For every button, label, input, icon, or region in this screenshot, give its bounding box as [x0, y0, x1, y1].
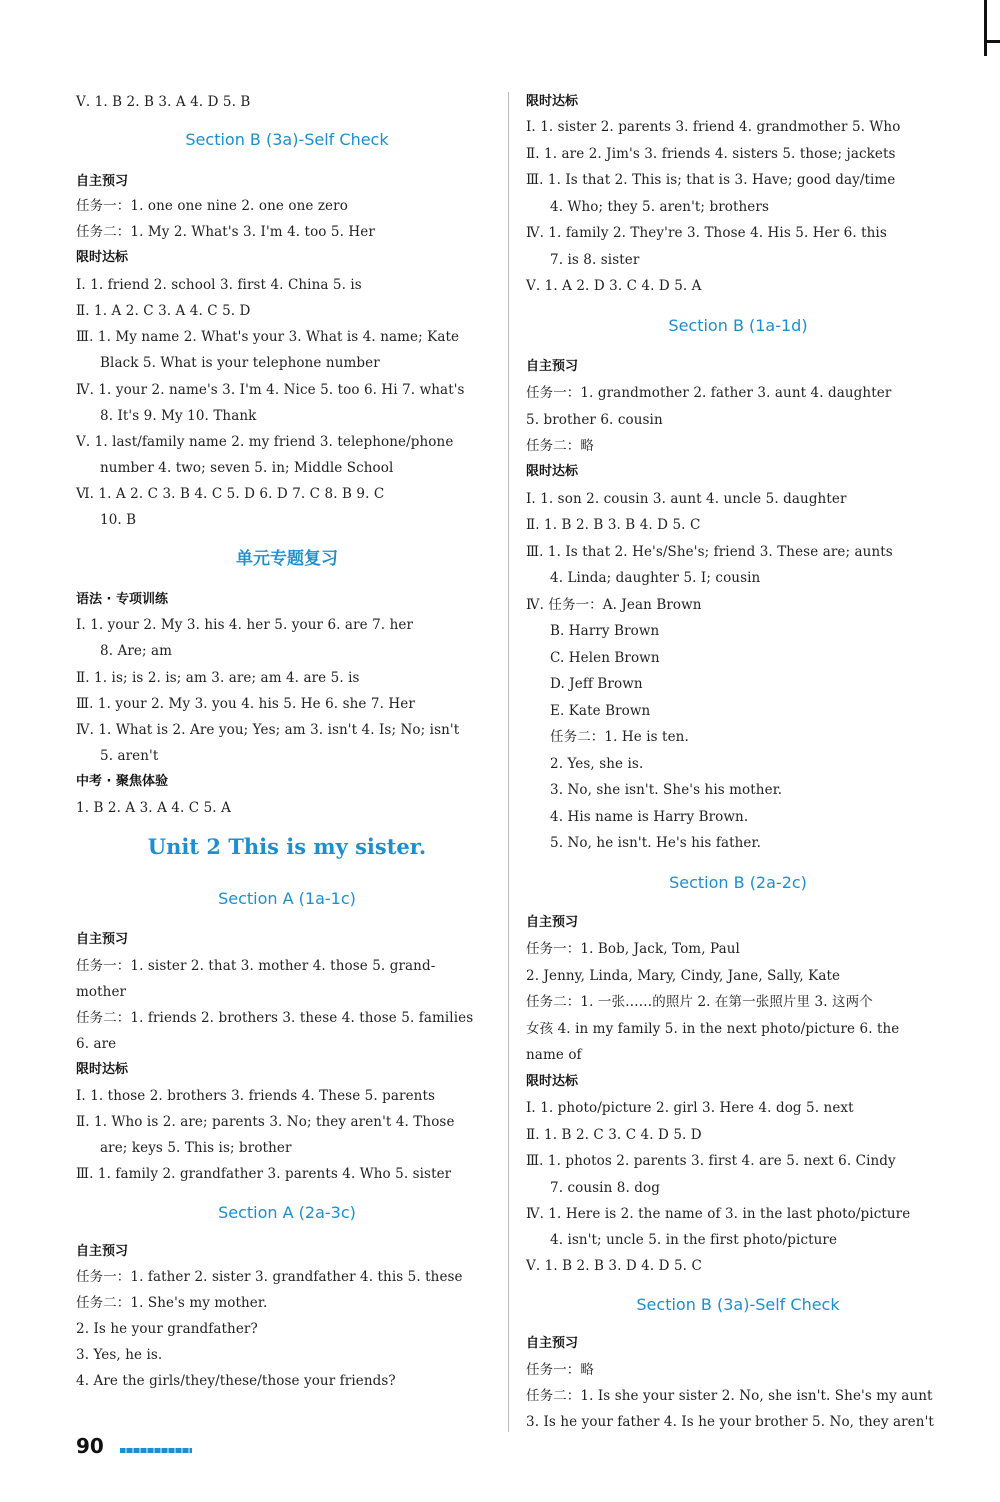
answer-line: 8. It's 9. My 10. Thank [100, 408, 257, 424]
answer-line: Ⅴ. 1. last/family name 2. my friend 3. telephone/phone [76, 434, 454, 450]
answer-line: 任务一：1. sister 2. that 3. mother 4. those 5. grand- [76, 958, 436, 974]
answer-line: Ⅰ. 1. photo/picture 2. girl 3. Here 4. dog 5. next [526, 1100, 854, 1116]
answer-line: 4. Are the girls/they/these/those your friends? [76, 1373, 396, 1389]
subsection-heading: 自主预习 [76, 932, 129, 947]
subsection-heading: 中考 · 聚焦体验 [76, 774, 168, 789]
answer-line: 4. His name is Harry Brown. [550, 809, 749, 825]
subsection-heading: 自主预习 [76, 174, 129, 189]
answer-line: Ⅳ. 1. your 2. name's 3. I'm 4. Nice 5. too 6. Hi 7. what's [76, 382, 465, 398]
answer-line: Ⅲ. 1. Is that 2. He's/She's; friend 3. These are; aunts [526, 544, 893, 560]
column-divider [508, 92, 509, 1432]
answer-line: Ⅴ. 1. A 2. D 3. C 4. D 5. A [526, 278, 702, 294]
answer-line: 任务二：1. friends 2. brothers 3. these 4. those 5. families [76, 1010, 474, 1026]
page-number-decoration [120, 1448, 192, 1453]
answer-line: 6. are [76, 1036, 117, 1052]
answer-line: Ⅱ. 1. Who is 2. are; parents 3. No; they aren't 4. Those [76, 1114, 455, 1130]
answer-line: 女孩 4. in my family 5. in the next photo/picture 6. the [526, 1021, 900, 1037]
subsection-heading: 限时达标 [526, 1074, 579, 1089]
answer-line: Ⅳ. 1. Here is 2. the name of 3. in the last photo/picture [526, 1206, 911, 1222]
answer-line: 任务二：1. He is ten. [550, 729, 689, 745]
answer-line: Ⅳ. 任务一：A. Jean Brown [526, 597, 702, 613]
answer-line: 8. Are; am [100, 643, 173, 659]
subsection-heading: 自主预习 [76, 1244, 129, 1259]
answer-line: Ⅵ. 1. A 2. C 3. B 4. C 5. D 6. D 7. C 8. B 9. C [76, 486, 385, 502]
answer-line: Ⅰ. 1. those 2. brothers 3. friends 4. These 5. parents [76, 1088, 436, 1104]
answer-line: Ⅳ. 1. family 2. They're 3. Those 4. His 5. Her 6. this [526, 225, 887, 241]
answer-line: E. Kate Brown [550, 703, 651, 719]
subsection-heading: 自主预习 [526, 915, 579, 930]
answer-line: 10. B [100, 512, 137, 528]
answer-line: Ⅱ. 1. B 2. B 3. B 4. D 5. C [526, 517, 701, 533]
answer-line: D. Jeff Brown [550, 676, 643, 692]
section-heading: Section B (3a)-Self Check [636, 1295, 840, 1314]
answer-line: 任务二：1. My 2. What's 3. I'm 4. too 5. Her [76, 224, 375, 240]
answer-line: mother [76, 984, 127, 1000]
answer-line: are; keys 5. This is; brother [100, 1140, 292, 1156]
answer-line: 5. brother 6. cousin [526, 412, 663, 428]
section-heading: Section B (2a-2c) [669, 873, 807, 892]
answer-line: 5. aren't [100, 748, 159, 764]
subsection-heading: 自主预习 [526, 359, 579, 374]
answer-line: B. Harry Brown [550, 623, 660, 639]
answer-line: 1. B 2. A 3. A 4. C 5. A [76, 800, 231, 816]
answer-line: Ⅴ. 1. B 2. B 3. A 4. D 5. B [76, 94, 251, 110]
answer-line: 任务二：1. She's my mother. [76, 1295, 268, 1311]
answer-line: 2. Jenny, Linda, Mary, Cindy, Jane, Sally, Kate [526, 968, 841, 984]
answer-line: 2. Is he your grandfather? [76, 1321, 258, 1337]
answer-line: Ⅱ. 1. is; is 2. is; am 3. are; am 4. are 5. is [76, 670, 360, 686]
answer-line: 4. isn't; uncle 5. in the first photo/picture [550, 1232, 838, 1248]
answer-line: 任务一：1. Bob, Jack, Tom, Paul [526, 941, 740, 957]
answer-line: 任务一：1. grandmother 2. father 3. aunt 4. daughter [526, 385, 892, 401]
answer-line: 任务二：1. Is she your sister 2. No, she isn't. She's my aunt [526, 1388, 933, 1404]
subsection-heading: 限时达标 [76, 1062, 129, 1077]
answer-line: Ⅱ. 1. B 2. C 3. C 4. D 5. D [526, 1127, 702, 1143]
answer-line: 3. No, she isn't. She's his mother. [550, 782, 783, 798]
answer-line: number 4. two; seven 5. in; Middle School [100, 460, 394, 476]
answer-line: 任务一：1. father 2. sister 3. grandfather 4. this 5. these [76, 1269, 463, 1285]
answer-line: Ⅰ. 1. son 2. cousin 3. aunt 4. uncle 5. daughter [526, 491, 847, 507]
answer-line: C. Helen Brown [550, 650, 660, 666]
answer-line: 任务二：1. 一张……的照片 2. 在第一张照片里 3. 这两个 [526, 994, 873, 1010]
answer-line: Ⅲ. 1. your 2. My 3. you 4. his 5. He 6. she 7. Her [76, 696, 415, 712]
answer-line: Ⅲ. 1. Is that 2. This is; that is 3. Have; good day/time [526, 172, 896, 188]
answer-line: Ⅰ. 1. sister 2. parents 3. friend 4. grandmother 5. Who [526, 119, 901, 135]
section-heading: 单元专题复习 [236, 549, 338, 569]
answer-line: Ⅳ. 1. What is 2. Are you; Yes; am 3. isn't 4. Is; No; isn't [76, 722, 460, 738]
section-heading: Section A (2a-3c) [218, 1203, 356, 1222]
answer-line: 3. Is he your father 4. Is he your brother 5. No, they aren't [526, 1414, 934, 1430]
answer-line: 3. Yes, he is. [76, 1347, 163, 1363]
subsection-heading: 自主预习 [526, 1336, 579, 1351]
answer-line: 4. Linda; daughter 5. I; cousin [550, 570, 761, 586]
subsection-heading: 限时达标 [526, 94, 579, 109]
answer-line: Ⅲ. 1. My name 2. What's your 3. What is 4. name; Kate [76, 329, 460, 345]
answer-line: 5. No, he isn't. He's his father. [550, 835, 761, 851]
answer-line: 任务一：略 [526, 1362, 594, 1378]
answer-line: 7. is 8. sister [550, 252, 640, 268]
section-heading: Section A (1a-1c) [218, 889, 356, 908]
edge-mark [984, 40, 1000, 43]
edge-mark [984, 0, 987, 56]
answer-line: Ⅴ. 1. B 2. B 3. D 4. D 5. C [526, 1258, 702, 1274]
answer-line: 2. Yes, she is. [550, 756, 644, 772]
section-heading: Section B (3a)-Self Check [185, 130, 389, 149]
answer-line: Ⅲ. 1. photos 2. parents 3. first 4. are 5. next 6. Cindy [526, 1153, 896, 1169]
unit-title: Unit 2 This is my sister. [147, 834, 427, 859]
answer-line: 任务一：1. one one nine 2. one one zero [76, 198, 348, 214]
page-number: 90 [76, 1434, 104, 1458]
answer-line: 4. Who; they 5. aren't; brothers [550, 199, 769, 215]
subsection-heading: 限时达标 [526, 464, 579, 479]
answer-line: 任务二：略 [526, 438, 594, 454]
answer-line: Ⅰ. 1. friend 2. school 3. first 4. China 5. is [76, 277, 362, 293]
answer-line: Ⅱ. 1. are 2. Jim's 3. friends 4. sisters 5. those; jackets [526, 146, 896, 162]
answer-line: Ⅲ. 1. family 2. grandfather 3. parents 4. Who 5. sister [76, 1166, 452, 1182]
answer-line: Ⅱ. 1. A 2. C 3. A 4. C 5. D [76, 303, 251, 319]
answer-line: Ⅰ. 1. your 2. My 3. his 4. her 5. your 6. are 7. her [76, 617, 414, 633]
answer-line: name of [526, 1047, 582, 1063]
section-heading: Section B (1a-1d) [668, 316, 808, 335]
subsection-heading: 语法 · 专项训练 [76, 592, 168, 607]
answer-line: Black 5. What is your telephone number [100, 355, 380, 371]
answer-line: 7. cousin 8. dog [550, 1180, 660, 1196]
subsection-heading: 限时达标 [76, 250, 129, 265]
